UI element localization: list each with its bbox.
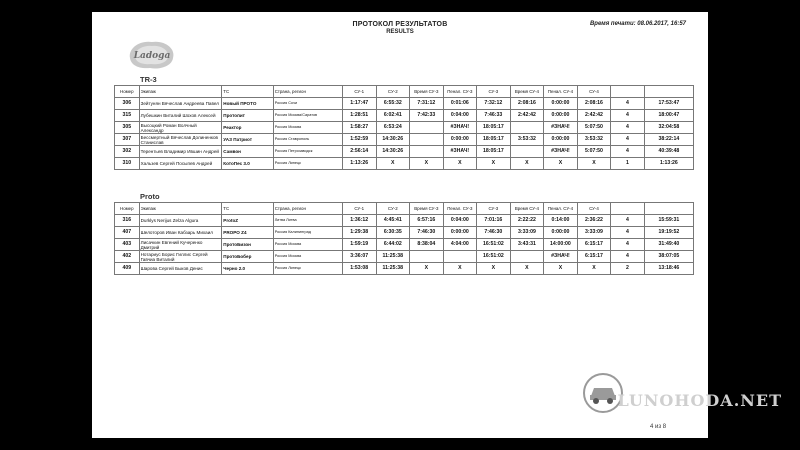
column-header: Экипаж (139, 86, 222, 98)
logo-text: Ladoga (133, 51, 171, 61)
cell-t3: X (410, 263, 444, 275)
cell-su2: 14:30:26 (376, 134, 410, 146)
cell-total: 32:04:58 (644, 122, 693, 134)
cell-t3 (410, 122, 444, 134)
cell-p4: 0:00:00 (544, 110, 578, 122)
cell-region: Россия Петрозаводск (273, 146, 342, 158)
table-row (115, 263, 694, 275)
cell-su4: 5:07:50 (577, 146, 611, 158)
cell-n: 4 (611, 251, 645, 263)
column-header (644, 86, 693, 98)
cell-num: 315 (115, 110, 140, 122)
cell-t4: 2:22:22 (510, 215, 544, 227)
column-header: СУ-4 (577, 203, 611, 215)
column-header (611, 203, 645, 215)
cell-region: Россия Ставрополь (273, 134, 342, 146)
cell-p4: 0:00:00 (544, 227, 578, 239)
watermark-text: LUNOHODA.NET (617, 391, 782, 410)
column-header: Пенал. СУ-3 (443, 203, 477, 215)
cell-p4: X (544, 158, 578, 170)
cell-num: 307 (115, 134, 140, 146)
column-header: ТС (222, 86, 273, 98)
cell-num: 305 (115, 122, 140, 134)
column-header: СУ-1 (342, 86, 376, 98)
table-row (115, 239, 694, 251)
cell-p4: #ЗНАЧ! (544, 251, 578, 263)
cell-su2: 6:55:32 (376, 98, 410, 110)
report-title: ПРОТОКОЛ РЕЗУЛЬТАТОВ (352, 21, 448, 28)
cell-su2: 11:25:38 (376, 251, 410, 263)
cell-crew: Шелоторов Иван Кабзарь Михаил (139, 227, 222, 239)
table-row (115, 227, 694, 239)
column-header: СУ-4 (577, 86, 611, 98)
column-header: СУ-1 (342, 203, 376, 215)
cell-p4: #ЗНАЧ! (544, 122, 578, 134)
cell-region: Россия Москва (273, 251, 342, 263)
cell-t4: 2:08:16 (510, 98, 544, 110)
cell-su1: 1:52:59 (342, 134, 376, 146)
cell-su2: 14:30:26 (376, 146, 410, 158)
cell-car: ПротоБизон (222, 239, 273, 251)
cell-region: Россия Москва (273, 122, 342, 134)
cell-crew: Шарова Сергей Быков Денис (139, 263, 222, 275)
section-title-proto: Proto (140, 192, 160, 201)
cell-n: 4 (611, 215, 645, 227)
column-header: Время СУ-3 (410, 86, 444, 98)
table-row (115, 134, 694, 146)
cell-t3: 7:31:12 (410, 98, 444, 110)
cell-p4: 0:00:00 (544, 134, 578, 146)
cell-su1: 2:56:14 (342, 146, 376, 158)
cell-t4: 3:53:32 (510, 134, 544, 146)
cell-t3 (410, 146, 444, 158)
cell-p3: X (443, 263, 477, 275)
table-row (115, 146, 694, 158)
cell-num: 409 (115, 263, 140, 275)
cell-p3: 0:00:00 (443, 134, 477, 146)
cell-p3: 4:04:00 (443, 239, 477, 251)
cell-p3: #ЗНАЧ! (443, 146, 477, 158)
table-header-row (115, 86, 694, 98)
cell-p3: 0:01:06 (443, 98, 477, 110)
cell-total: 15:59:31 (644, 215, 693, 227)
report-subtitle: RESULTS (386, 29, 414, 35)
cell-su2: 6:02:41 (376, 110, 410, 122)
cell-crew: Лубешкин Виталий Шохов Алексей (139, 110, 222, 122)
cell-su3: 16:51:02 (477, 239, 511, 251)
cell-su4: X (577, 263, 611, 275)
cell-total: 38:07:05 (644, 251, 693, 263)
cell-su4: 6:15:17 (577, 239, 611, 251)
cell-region: Россия Москва (273, 239, 342, 251)
cell-car: Черно 2.0 (222, 263, 273, 275)
cell-n: 4 (611, 146, 645, 158)
column-header: СУ-3 (477, 86, 511, 98)
cell-su1: 1:53:08 (342, 263, 376, 275)
cell-t4: X (510, 263, 544, 275)
cell-crew: Durklys Nerijus Zelza Algura (139, 215, 222, 227)
cell-t4 (510, 122, 544, 134)
cell-su3: 18:05:17 (477, 122, 511, 134)
column-header: СУ-3 (477, 203, 511, 215)
cell-crew: Нотариус Борис Гиллис Сергей Гавчиа Виталий (139, 251, 222, 263)
cell-num: 402 (115, 251, 140, 263)
results-table-tr3 (114, 85, 694, 170)
cell-region: Россия Москва/Саратов (273, 110, 342, 122)
cell-t4: 3:43:31 (510, 239, 544, 251)
cell-n: 4 (611, 239, 645, 251)
column-header: ТС (222, 203, 273, 215)
cell-total: 19:19:52 (644, 227, 693, 239)
cell-su3: 7:46:30 (477, 227, 511, 239)
cell-t4: 2:42:42 (510, 110, 544, 122)
cell-n: 2 (611, 263, 645, 275)
cell-p4: 14:00:00 (544, 239, 578, 251)
cell-p4: X (544, 263, 578, 275)
column-header: Экипаж (139, 203, 222, 215)
column-header: Время СУ-4 (510, 203, 544, 215)
cell-su1: 1:59:19 (342, 239, 376, 251)
cell-p3: 0:04:00 (443, 215, 477, 227)
cell-su2: 6:30:35 (376, 227, 410, 239)
cell-su4: 3:33:09 (577, 227, 611, 239)
column-header: СУ-2 (376, 203, 410, 215)
cell-num: 302 (115, 146, 140, 158)
cell-p3: 0:04:00 (443, 110, 477, 122)
cell-su1: 1:17:47 (342, 98, 376, 110)
cell-n: 4 (611, 110, 645, 122)
cell-t4: 3:33:09 (510, 227, 544, 239)
cell-su4: 3:53:32 (577, 134, 611, 146)
cell-su4: 6:15:17 (577, 251, 611, 263)
cell-p4: #ЗНАЧ! (544, 146, 578, 158)
cell-region: Россия Липецк (273, 158, 342, 170)
cell-car: Самвон (222, 146, 273, 158)
cell-total: 17:53:47 (644, 98, 693, 110)
table-row (115, 110, 694, 122)
page-number: 4 из 8 (650, 424, 667, 430)
cell-t4 (510, 251, 544, 263)
cell-su3: 18:05:17 (477, 146, 511, 158)
cell-t3: 7:46:30 (410, 227, 444, 239)
cell-su3: 7:32:12 (477, 98, 511, 110)
cell-p3: X (443, 158, 477, 170)
cell-region: Россия Сочи (273, 98, 342, 110)
cell-car: Новый ПРОТО (222, 98, 273, 110)
cell-su1: 1:58:27 (342, 122, 376, 134)
cell-su2: 6:53:24 (376, 122, 410, 134)
cell-car: УАЗ Патриот (222, 134, 273, 146)
cell-su1: 3:36:07 (342, 251, 376, 263)
cell-region: Литва Литва (273, 215, 342, 227)
cell-n: 4 (611, 134, 645, 146)
cell-n: 4 (611, 227, 645, 239)
cell-su1: 1:29:38 (342, 227, 376, 239)
cell-crew: Высоцкий Роман Волчный Александр (139, 122, 222, 134)
column-header: Время СУ-4 (510, 86, 544, 98)
cell-t3: X (410, 158, 444, 170)
cell-su3: X (477, 263, 511, 275)
table-row (115, 215, 694, 227)
column-header (644, 203, 693, 215)
cell-n: 4 (611, 98, 645, 110)
cell-total: 18:00:47 (644, 110, 693, 122)
cell-crew: Лисачкин Евгений Кучеренко Дмитрий (139, 239, 222, 251)
cell-num: 403 (115, 239, 140, 251)
cell-car: ProtoZ (222, 215, 273, 227)
cell-n: 1 (611, 158, 645, 170)
column-header: Номер (115, 203, 140, 215)
cell-t3: 6:57:16 (410, 215, 444, 227)
table-row (115, 122, 694, 134)
cell-t3: 8:38:04 (410, 239, 444, 251)
cell-crew: Зейтунян Вячеслав Андреева Павел (139, 98, 222, 110)
column-header: СУ-2 (376, 86, 410, 98)
cell-car: КотоПес 3.0 (222, 158, 273, 170)
cell-region: Россия Липецк (273, 263, 342, 275)
cell-t3 (410, 134, 444, 146)
cell-num: 316 (115, 215, 140, 227)
table-row (115, 158, 694, 170)
cell-num: 407 (115, 227, 140, 239)
cell-crew: Терентьев Владимир Ившин Андрей (139, 146, 222, 158)
cell-p3 (443, 251, 477, 263)
cell-total: 13:18:46 (644, 263, 693, 275)
column-header: Пенал. СУ-3 (443, 86, 477, 98)
cell-su1: 1:36:12 (342, 215, 376, 227)
cell-t3: 7:42:33 (410, 110, 444, 122)
cell-car: Протопит (222, 110, 273, 122)
column-header (611, 86, 645, 98)
cell-su4: 5:07:50 (577, 122, 611, 134)
cell-t4: X (510, 158, 544, 170)
cell-total: 40:39:48 (644, 146, 693, 158)
cell-su1: 1:28:51 (342, 110, 376, 122)
column-header: Страна, регион (273, 86, 342, 98)
column-header: Время СУ-3 (410, 203, 444, 215)
table-row (115, 251, 694, 263)
table-header-row (115, 203, 694, 215)
cell-su1: 1:13:26 (342, 158, 376, 170)
cell-p4: 0:14:00 (544, 215, 578, 227)
cell-su4: 2:36:22 (577, 215, 611, 227)
cell-su2: 11:25:38 (376, 263, 410, 275)
column-header: Пенал. СУ-4 (544, 203, 578, 215)
cell-su4: X (577, 158, 611, 170)
cell-su4: 2:08:16 (577, 98, 611, 110)
section-title-tr3: TR-3 (140, 75, 157, 84)
column-header: Номер (115, 86, 140, 98)
cell-su2: 6:44:02 (376, 239, 410, 251)
ladoga-logo (126, 36, 178, 72)
cell-p4: 0:00:00 (544, 98, 578, 110)
column-header: Страна, регион (273, 203, 342, 215)
cell-car: PROPO Z4 (222, 227, 273, 239)
cell-total: 1:13:26 (644, 158, 693, 170)
cell-car: ПротоБобер (222, 251, 273, 263)
cell-crew: Хальзев Сергей Посыпев Андрей (139, 158, 222, 170)
cell-num: 310 (115, 158, 140, 170)
table-row (115, 98, 694, 110)
cell-total: 31:49:40 (644, 239, 693, 251)
results-table-proto (114, 202, 694, 275)
cell-car: Реактор (222, 122, 273, 134)
cell-n: 4 (611, 122, 645, 134)
column-header: Пенал. СУ-4 (544, 86, 578, 98)
cell-su3: 7:01:16 (477, 215, 511, 227)
cell-p3: 0:00:00 (443, 227, 477, 239)
cell-su3: 16:51:02 (477, 251, 511, 263)
cell-crew: Бессмертный Вячеслав Долиненков Станислав (139, 134, 222, 146)
cell-t4 (510, 146, 544, 158)
print-time: Время печати: 08.06.2017, 16:57 (589, 21, 686, 27)
cell-total: 38:22:14 (644, 134, 693, 146)
cell-su3: X (477, 158, 511, 170)
cell-su4: 2:42:42 (577, 110, 611, 122)
cell-su2: X (376, 158, 410, 170)
cell-su2: 4:45:41 (376, 215, 410, 227)
cell-t3 (410, 251, 444, 263)
cell-su3: 18:05:17 (477, 134, 511, 146)
cell-num: 306 (115, 98, 140, 110)
cell-region: Россия Калининград (273, 227, 342, 239)
cell-su3: 7:46:33 (477, 110, 511, 122)
cell-p3: #ЗНАЧ! (443, 122, 477, 134)
